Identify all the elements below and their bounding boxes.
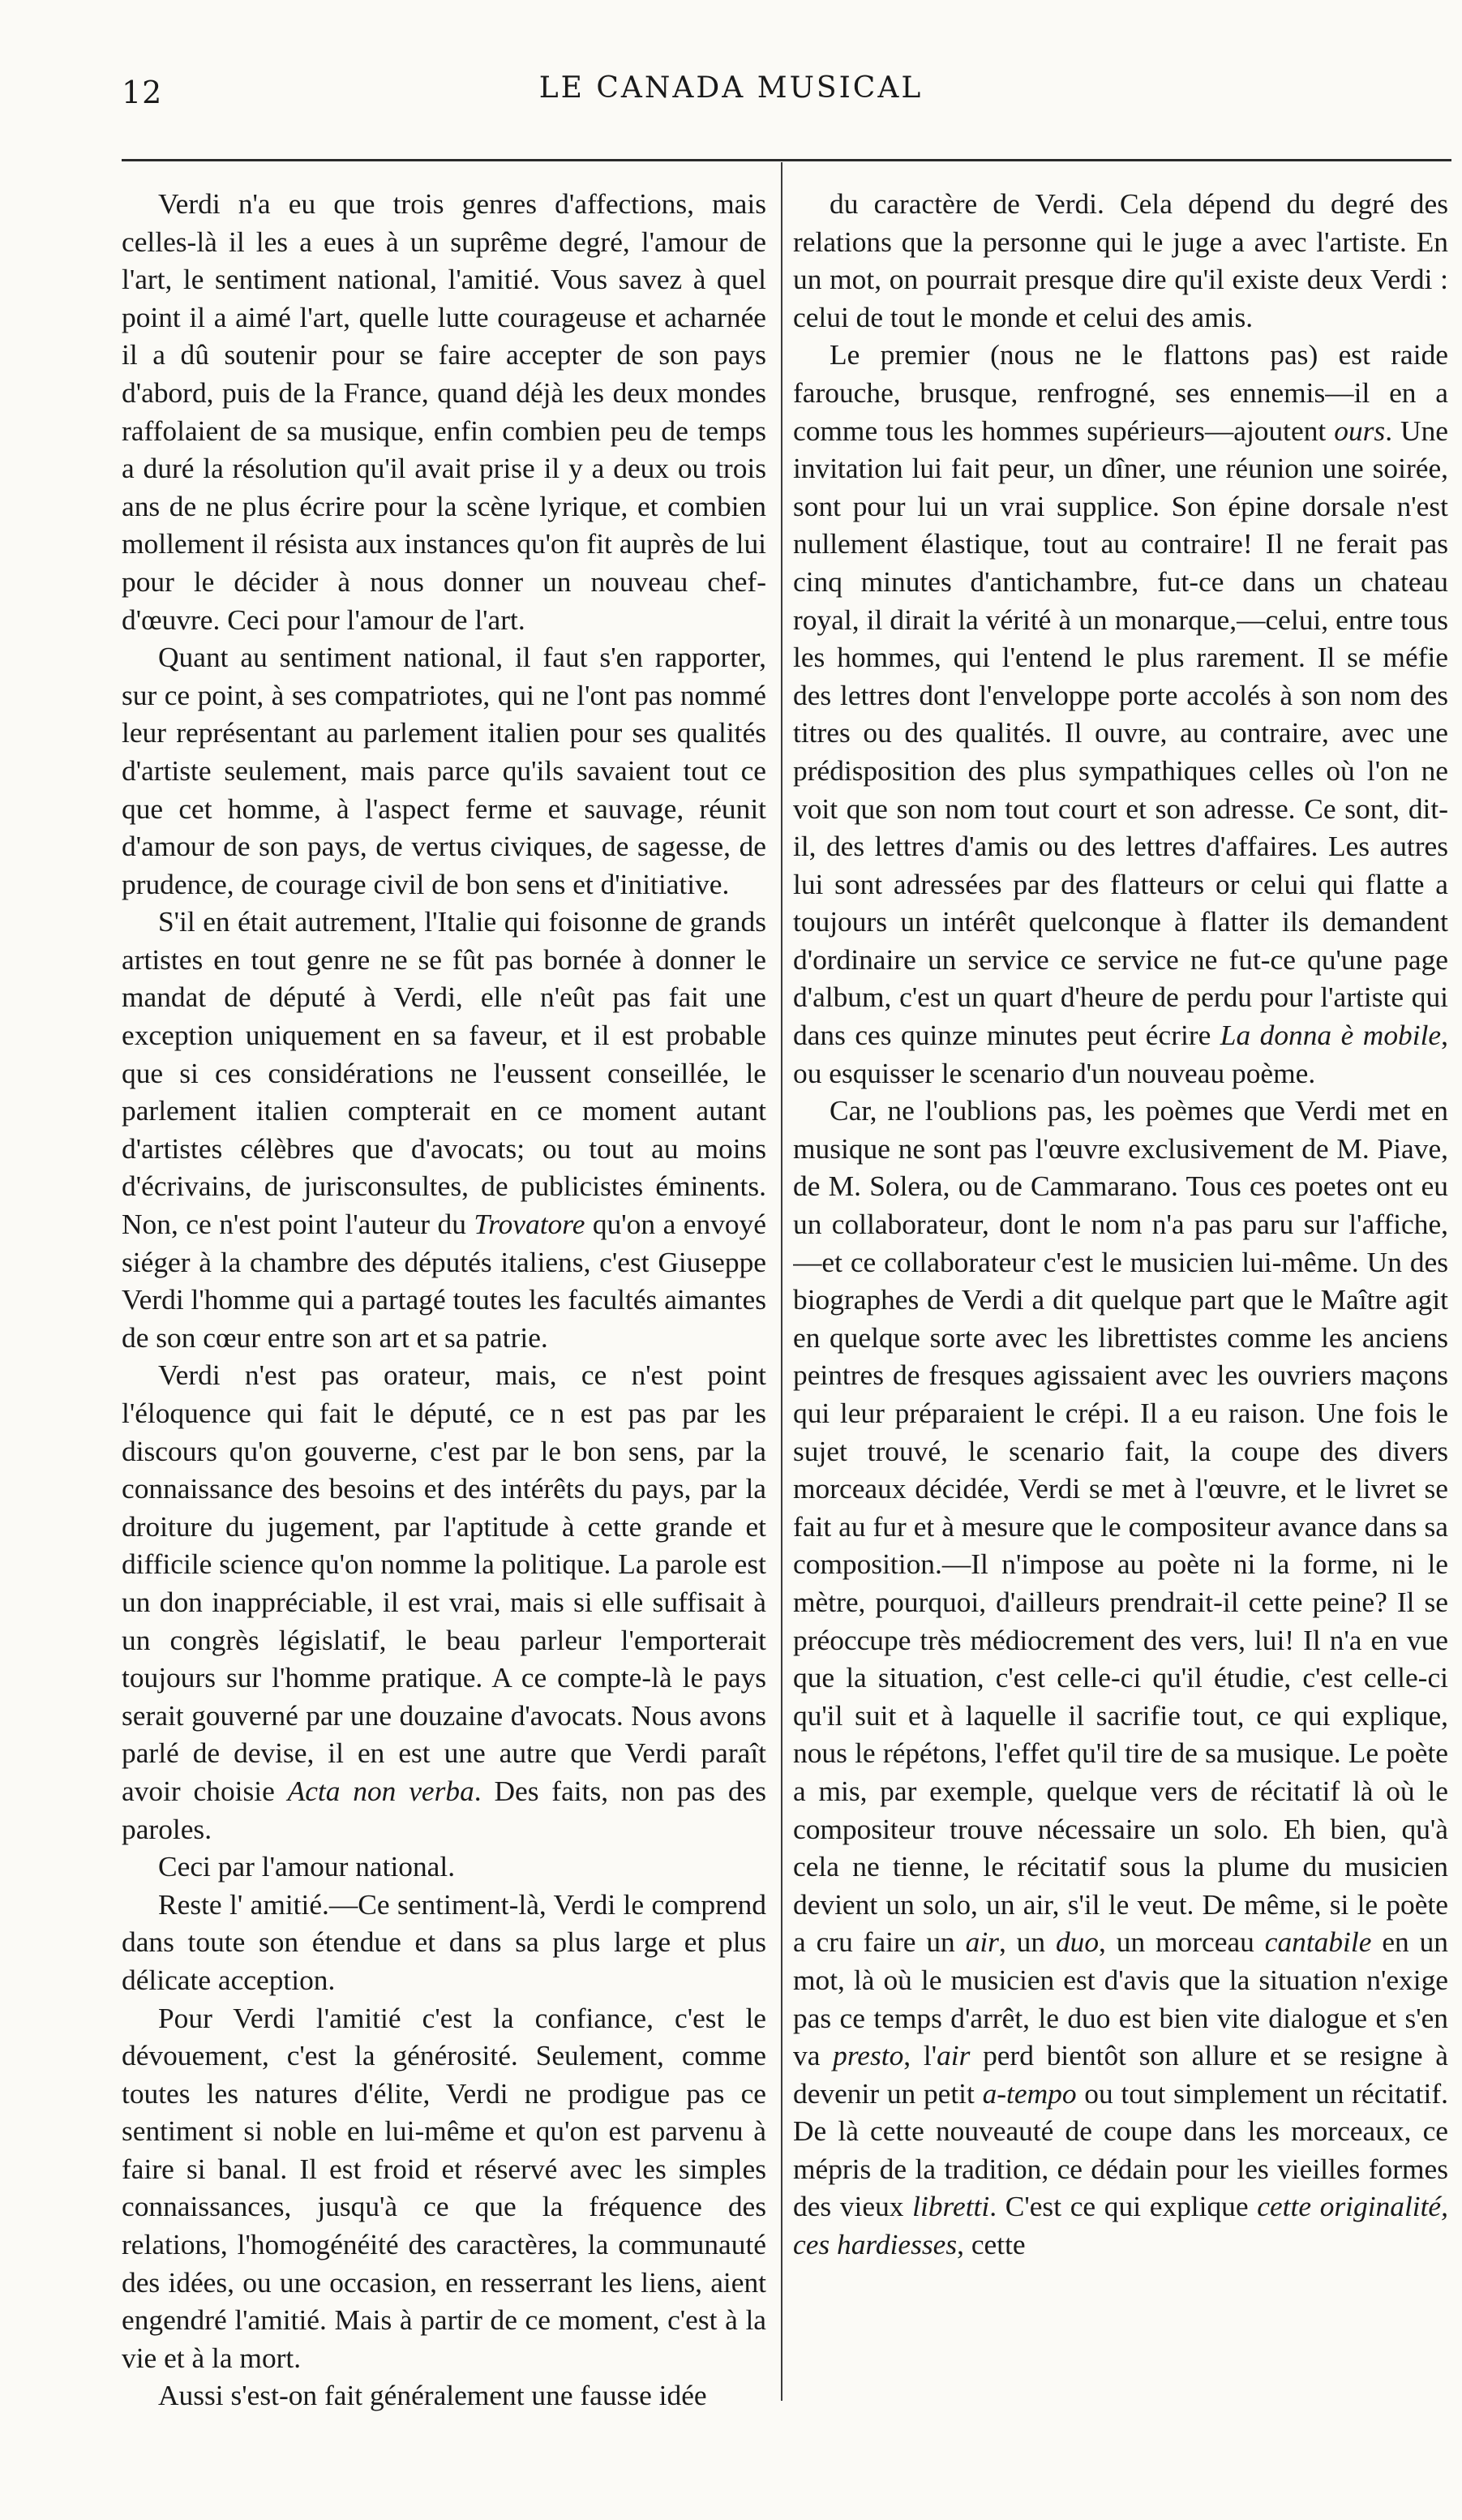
paragraph — [122, 903, 766, 1356]
column-divider — [781, 162, 782, 2401]
text-segment: Verdi n'est pas orateur, mais, ce n'est point l'éloquence qui fait le député, ce n est pas par les discours qu'on gouverne, c'est par le bon sens, par la connaissance des besoins et des intérêts du pays, par la droiture du jugement, par l'aptitude à cette grande et difficile science qu'on nomme la politique. La parole est un don inappréciable, il est vrai, mais si elle suffisait à un congrès législatif, le beau parleur l'emporterait toujours sur l'homme pratique. A ce compte-là le pays serait gouverné par une douzaine d'avocats. Nous avons parlé de devise, il en est une autre que Verdi paraît avoir choisie — [122, 1359, 766, 1807]
italic-text: presto — [833, 2039, 904, 2072]
text-segment: Ceci par l'amour national. — [158, 1850, 456, 1883]
running-title: LE CANADA MUSICAL — [538, 71, 924, 105]
paragraph — [793, 1092, 1448, 2263]
text-segment: , cette — [957, 2228, 1026, 2261]
italic-text: Acta non verba — [287, 1774, 474, 1807]
right-column — [793, 185, 1448, 2423]
paragraph — [122, 1356, 766, 1848]
paragraph — [122, 638, 766, 903]
text-segment: . C'est ce qui explique — [989, 2190, 1258, 2223]
text-segment: du caractère de Verdi. Cela dépend du degré des relations que la personne qui le juge a avec l'artiste. En un mot, on pourrait presque dire qu'il existe deux Verdi : celui de tout le monde et celui des amis. — [793, 187, 1448, 333]
text-segment: , un morceau — [1099, 1925, 1265, 1959]
text-segment: qu'on a envoyé siéger à la chambre des députés italiens, c'est Giuseppe Verdi l'homme qui a partagé toutes les facultés aimantes de son cœur entre son art et sa patrie. — [122, 1208, 766, 1354]
text-segment: . Une invitation lui fait peur, un dîner, une réunion une soirée, sont pour lui un vrai supplice. Son épine dorsale n'est nullement élastique, tout au contraire! Il ne ferait pas cinq minutes d'antichambre, fut-ce dans un chateau royal, il dirait la vérité à un monarque,—celui, entre tous les hommes, qui l'entend le plus rarement. Il se méfie des lettres dont l'enveloppe porte accolés à son nom des titres ou des qualités. Il ouvre, au contraire, avec une prédisposition des plus sympathiques celles où l'on ne voit que son nom tout court et son adresse. Ce sont, dit-il, des lettres d'amis ou des lettres d'affaires. Les autres lui sont adressées par des flatteurs or celui qui flatte a toujours un intérêt quelconque à flatter ils demandent d'ordinaire un service ce service ne fut-ce qu'une page d'album, c'est un quart d'heure de perdu pour l'artiste qui dans ces quinze minutes peut écrire — [793, 414, 1448, 1052]
text-segment: , ou esquisser le scenario d'un nouveau poème. — [793, 1019, 1448, 1089]
page-number: 12 — [122, 75, 163, 110]
text-segment: en un mot, là où le musicien est d'avis que la situation n'exige pas ce temps d'arrêt, le duo est bien vite dialogue et s'en va — [793, 1925, 1448, 2072]
italic-text: La donna è mobile — [1220, 1019, 1442, 1052]
text-segment: S'il en était autrement, l'Italie qui foisonne de grands artistes en tout genre ne se fût pas bornée à donner le mandat de député à Verdi, elle n'eût pas fait une exception uniquement en sa faveur, et il est probable que si ces considérations ne l'eussent conseillée, le parlement italien compterait en ce moment autant d'artistes célèbres que d'avocats; ou tout au moins d'écrivains, de jurisconsultes, de publicistes éminents. Non, ce n'est point l'auteur du — [122, 905, 766, 1241]
italic-text: Trovatore — [474, 1208, 585, 1241]
text-segment: , l' — [903, 2039, 937, 2072]
italic-text: duo — [1055, 1925, 1100, 1959]
paragraph — [793, 185, 1448, 336]
italic-text: air — [937, 2039, 971, 2072]
text-segment: perd bientôt son allure et se resigne à devenir un petit — [793, 2039, 1448, 2110]
text-segment: Quant au sentiment national, il faut s'en rapporter, sur ce point, à ses compatriotes, qui ne l'ont pas nommé leur représentant au parlement italien pour ses qualités d'artiste seulement, mais parce qu'ils savaient tout ce que cet homme, à l'aspect ferme et sauvage, réunit d'amour de son pays, de vertus civiques, de sagesse, de prudence, de courage civil de bon sens et d'initiative. — [122, 641, 766, 900]
text-segment: . Des faits, non pas des paroles. — [122, 1774, 766, 1845]
text-segment: Verdi n'a eu que trois genres d'affections, mais celles-là il les a eues à un suprême degré, l'amour de l'art, le sentiment national, l'amitié. Vous savez à quel point il a aimé l'art, quelle lutte courageuse et acharnée il a dû soutenir pour se faire accepter de son pays d'abord, puis de la France, quand déjà les deux mondes raffolaient de sa musique, enfin combien peu de temps a duré la résolution qu'il avait prise il y a deux ou trois ans de ne plus écrire pour la scène lyrique, et combien mollement il résista aux instances qu'on fit auprès de lui pour le décider à nous donner un nouveau chef-d'œuvre. Ceci pour l'amour de l'art. — [122, 187, 766, 636]
left-column — [122, 185, 766, 2423]
text-segment: , un — [998, 1925, 1056, 1959]
text-segment: Car, ne l'oublions pas, les poèmes que Verdi met en musique ne sont pas l'œuvre exclusivement de M. Piave, de M. Solera, ou de Cammarano. Tous ces poetes ont eu un collaborateur, dont le nom n'a pas paru sur l'affiche,—et ce collaborateur c'est le musicien lui-même. Un des biographes de Verdi a dit quelque part que le Maître agit en quelque sorte avec les librettistes comme les anciens peintres de fresques agissaient avec les ouvriers maçons qui leur préparaient le crépi. Il a eu raison. Une fois le sujet trouvé, le scenario fait, la coupe des divers morceaux décidée, Verdi se met à l'œuvre, et le livret se fait au fur et à mesure que le compositeur avance dans sa composition.—Il n'impose au poète ni la forme, ni le mètre, pourquoi, d'ailleurs prendrait-il cette peine? Il se préoccupe très médiocrement des vers, lui! Il n'a en vue que la situation, c'est celle-ci qu'il étudie, c'est celle-ci qu'il suit et à laquelle il sacrifie tout, ce qui explique, nous le répétons, l'effet qu'il tire de sa musique. Le poète a mis, par exemple, quelque vers de récitatif là où le compositeur trouve nécessaire un solo. Eh bien, qu'à cela ne tienne, le récitatif sous la plume du musicien devient un solo, un air, s'il le veut. De même, si le poète a cru faire un — [793, 1094, 1448, 1959]
paragraph — [793, 336, 1448, 1092]
italic-text: a-tempo — [982, 2076, 1077, 2110]
header-rule — [122, 159, 1451, 161]
italic-text: cette originalité, ces hardiesses — [793, 2190, 1448, 2261]
italic-text: ours — [1334, 414, 1386, 447]
text-segment: Pour Verdi l'amitié c'est la confiance, c'est le dévouement, c'est la générosité. Seulement, comme toutes les natures d'élite, Verdi ne prodigue pas ce sentiment si noble en lui-même et qu'on est parvenu à faire si banal. Il est froid et réservé avec les simples connaissances, jusqu'à ce que la fréquence des relations, l'homogénéité des caractères, la communauté des idées, ou une occasion, en resserrant les liens, aient engendré l'amitié. Mais à partir de ce moment, c'est à la vie et à la mort. — [122, 2001, 766, 2374]
text-segment: ou tout simplement un récitatif. De là cette nouveauté de coupe dans les morceaux, ce mépris de la tradition, ce dédain pour les vieilles formes des vieux — [793, 2076, 1448, 2223]
text-segment: Aussi s'est-on fait généralement une fausse idée — [158, 2379, 707, 2412]
paragraph — [122, 2376, 766, 2415]
text-segment: Le premier (nous ne le flattons pas) est raide farouche, brusque, renfrogné, ses ennemis—il en a comme tous les hommes supérieurs—ajoutent — [793, 338, 1448, 447]
italic-text: libretti — [912, 2190, 990, 2223]
text-segment: Reste l' amitié.—Ce sentiment-là, Verdi le comprend dans toute son étendue et dans sa plus large et plus délicate acception. — [122, 1887, 766, 1996]
paragraph — [122, 1886, 766, 1999]
paragraph — [122, 1848, 766, 1886]
italic-text: air — [965, 1925, 999, 1959]
paragraph — [122, 185, 766, 638]
paragraph — [122, 1999, 766, 2377]
italic-text: cantabile — [1264, 1925, 1372, 1959]
